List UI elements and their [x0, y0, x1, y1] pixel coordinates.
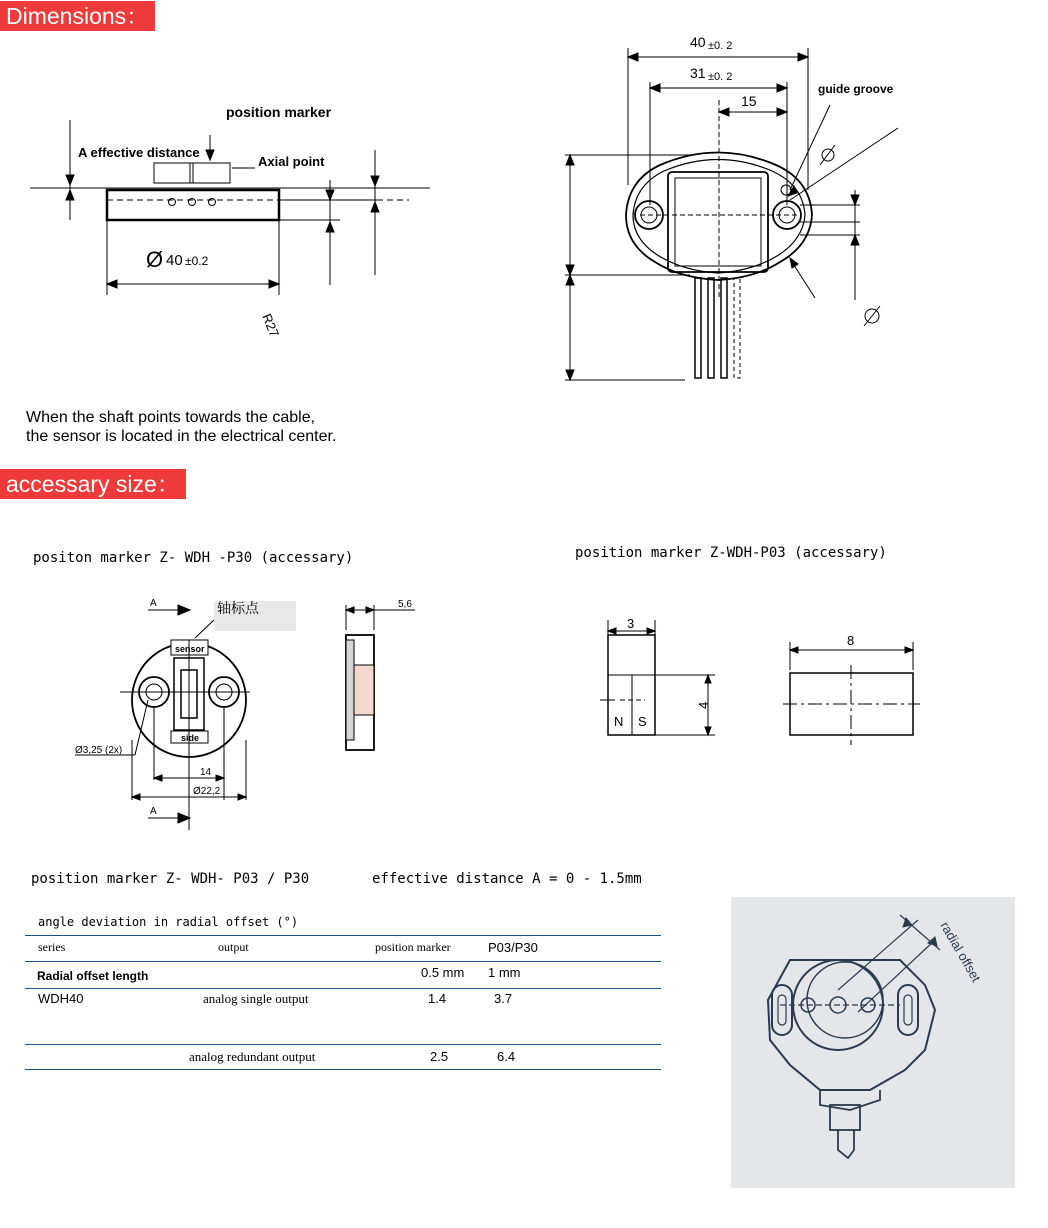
p03-title: position marker Z-WDH-P03 (accessary) [575, 545, 887, 561]
table-row-series: WDH40 [38, 991, 84, 1006]
dim-8-label: 8 [847, 633, 855, 648]
radius-label: R27 [259, 311, 283, 340]
radial-offset-illustration [731, 897, 1015, 1188]
diameter-symbol: Ø [146, 247, 164, 272]
pole-s: S [638, 714, 647, 729]
width-outer-tol: ±0. 2 [708, 40, 733, 52]
col-marker-value: P03/P30 [488, 940, 538, 955]
p30-title: positon marker Z- WDH -P30 (accessary) [33, 550, 354, 566]
table-rule-4 [25, 1044, 661, 1045]
diameter-value: 40 [166, 252, 183, 269]
side-label: side [181, 733, 200, 743]
width-inner: 15 [741, 93, 757, 109]
section-a-top: A [150, 598, 157, 609]
top-view-drawing [555, 25, 915, 385]
hole-diameter-label: Ø3,25 (2x) [75, 745, 123, 756]
table-row-v1-2: 2.5 [430, 1049, 449, 1064]
radial-offset-label: radial offset [937, 919, 984, 985]
table-rule-1 [25, 935, 661, 936]
table-rule-5 [25, 1069, 661, 1070]
p03-drawing [595, 610, 930, 745]
table-rule-2 [25, 961, 661, 962]
table-row-output-2: analog redundant output [189, 1049, 316, 1064]
pole-n: N [614, 714, 624, 729]
section-a-bottom: A [150, 806, 157, 817]
offset-1: 0.5 mm [421, 965, 465, 980]
p30-drawing [65, 590, 412, 830]
width-outer: 40 [690, 34, 706, 50]
width-mid: 31 [690, 65, 706, 81]
axis-point-cn-label: 轴标点 [217, 602, 259, 617]
guide-groove-label: guide groove [818, 82, 894, 96]
dim-14-label: 14 [200, 767, 212, 778]
offset-2: 1 mm [488, 965, 521, 980]
col-output: output [218, 940, 249, 954]
table-row-v2: 3.7 [494, 991, 513, 1006]
position-marker-label: position marker [226, 104, 332, 120]
note-line-1: When the shaft points towards the cable, [26, 409, 316, 426]
dimensions-banner: Dimensions： [0, 1, 155, 31]
orientation-note [26, 408, 336, 446]
diameter-tolerance: ±0.2 [185, 254, 209, 268]
sensor-label: sensor [175, 644, 205, 654]
effective-distance-label: A effective distance [78, 145, 200, 160]
table-heading-right: effective distance A = 0 - 1.5mm [372, 871, 642, 887]
table-row-v1: 1.4 [428, 991, 447, 1006]
note-line-2: the sensor is located in the electrical center. [26, 428, 337, 445]
table-row-v2-2: 6.4 [497, 1049, 516, 1064]
dim-3-label: 3 [627, 616, 635, 631]
col-series: series [38, 940, 66, 954]
dim-22-label: Ø22,2 [193, 786, 221, 797]
table-heading-left: position marker Z- WDH- P03 / P30 [31, 871, 310, 887]
dim-4-label: 4 [696, 701, 711, 709]
width-mid-tol: ±0. 2 [708, 71, 733, 83]
table-row-output: analog single output [203, 991, 309, 1006]
table-caption: angle deviation in radial offset (°) [38, 915, 299, 929]
dim-56-label: 5,6 [398, 599, 412, 610]
side-view-drawing [0, 95, 460, 345]
table-rule-3 [25, 988, 661, 989]
accessory-banner: accessary size： [0, 469, 186, 499]
col-marker: position marker [375, 940, 451, 954]
row-label-radial-offset: Radial offset length [37, 969, 149, 983]
axial-point-label: Axial point [258, 154, 325, 169]
